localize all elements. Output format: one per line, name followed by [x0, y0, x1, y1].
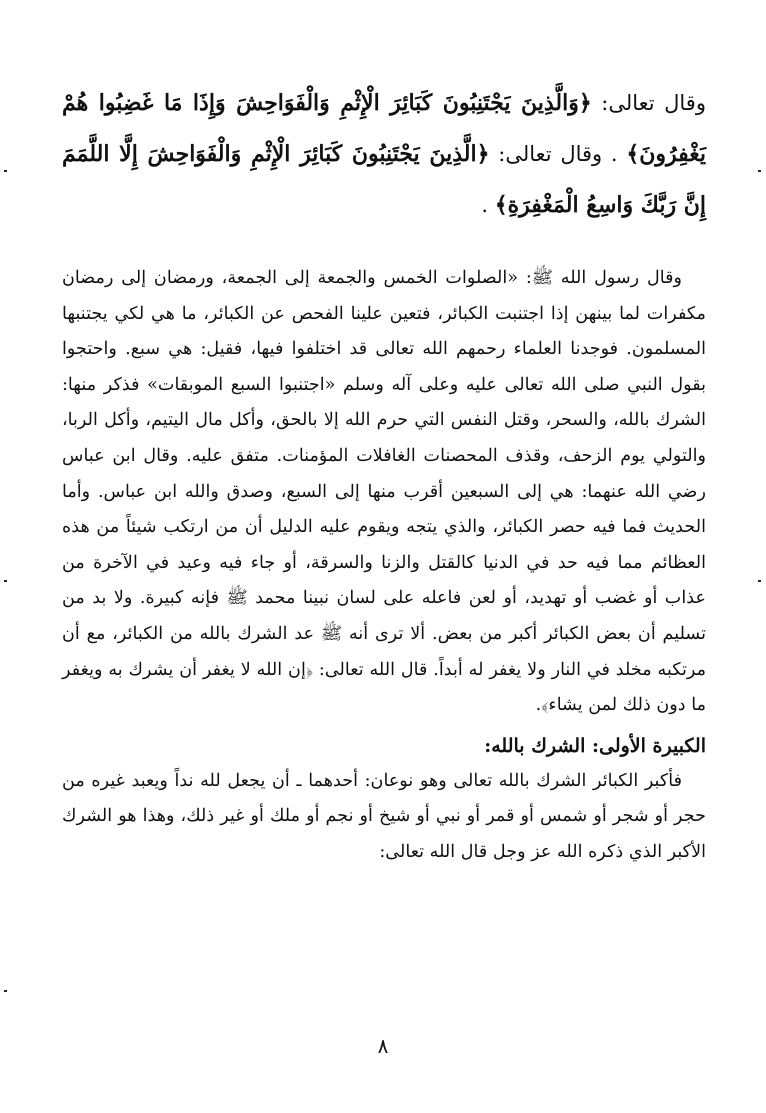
- paragraph-shirk: فأكبر الكبائر الشرك بالله تعالى وهو نوعان: أحدهما ـ أن يجعل لله نداً ويعبد غيره من حجر أو شجر أو شمس أو قمر أو نبي أو شيخ أو نجم أو ملك أو غير ذلك، وهذا هو الشرك الأكبر الذي ذكره الله عز وجل قال الله تعالى:: [62, 770, 706, 862]
- margin-mark: [4, 170, 7, 172]
- page-number: ٨: [377, 1034, 389, 1058]
- paragraph-kabair-definition: وقال رسول الله ﷺ: «الصلوات الخمس والجمعة إلى الجمعة، ورمضان إلى رمضان مكفرات لما بينهن إذا اجتنبت الكبائر، فتعين علينا الفحص عن الكبائر، ما هي لكي يجتنبها المسلمون. فوجدنا العلماء رحمهم الله تعالى قد اختلفوا فيها، فقيل: هي سبع. واحتجوا بقول النبي صلى الله تعالى عليه وعلى آله وسلم «اجتنبوا السبع الموبقات» فذكر منها: الشرك بالله، والسحر، وقتل النفس التي حرم الله إلا بالحق، وأكل مال اليتيم، وأكل الربا، والتولي يوم الزحف، وقذف المحصنات الغافلات المؤمنات. متفق عليه. وقال ابن عباس رضي الله عنهما: هي إلى السبعين أقرب منها إلى السبع، وصدق والله ابن عباس. وأما الحديث فما فيه حصر الكبائر، والذي يتجه ويقوم عليه الدليل أن من ارتكب شيئاً من هذه العظائم مما فيه حد في الدنيا كالقتل والزنا والسرقة، أو جاء فيه وعيد في الآخرة من عذاب أو غضب أو تهديد، أو لعن فاعله على لسان نبينا محمد ﷺ فإنه كبيرة. ولا بد من تسليم أن بعض الكبائر أكبر من بعض. ألا ترى أنه ﷺ عد الشرك بالله من الكبائر، مع أن مرتكبه مخلد في النار ولا يغفر له أبداً. قال الله تعالى: ﴿إن الله لا يغفر أن يشرك به ويغفر ما دون ذلك لمن يشاء﴾.: [62, 268, 706, 716]
- margin-mark: [758, 580, 761, 582]
- section-heading: الكبيرة الأولى: الشرك بالله:: [484, 734, 706, 757]
- page-body: [62, 78, 706, 871]
- quran-verse-1: ﴿وَالَّذِينَ يَجْتَنِبُونَ كَبَائِرَ الْإِثْمِ وَالْفَوَاحِشَ وَإِذَا مَا غَضِبُوا هُمْ يَغْفِرُونَ﴾: [62, 90, 706, 167]
- margin-mark: [758, 170, 761, 172]
- verses-block: [62, 78, 706, 231]
- section-gap: [62, 231, 706, 261]
- verse-intro-1: وقال تعالى:: [591, 91, 706, 115]
- quran-verse-2: ﴿الَّذِينَ يَجْتَنِبُونَ كَبَائِرَ الْإِثْمِ وَالْفَوَاحِشَ إِلَّا اللَّمَمَ إِنَّ رَبَّكَ وَاسِعُ الْمَغْفِرَةِ﴾: [62, 141, 706, 218]
- margin-mark: [4, 990, 7, 992]
- verse-intro-2: . وقال تعالى:: [489, 142, 627, 166]
- margin-mark: [4, 580, 7, 582]
- verse-end: .: [481, 193, 495, 217]
